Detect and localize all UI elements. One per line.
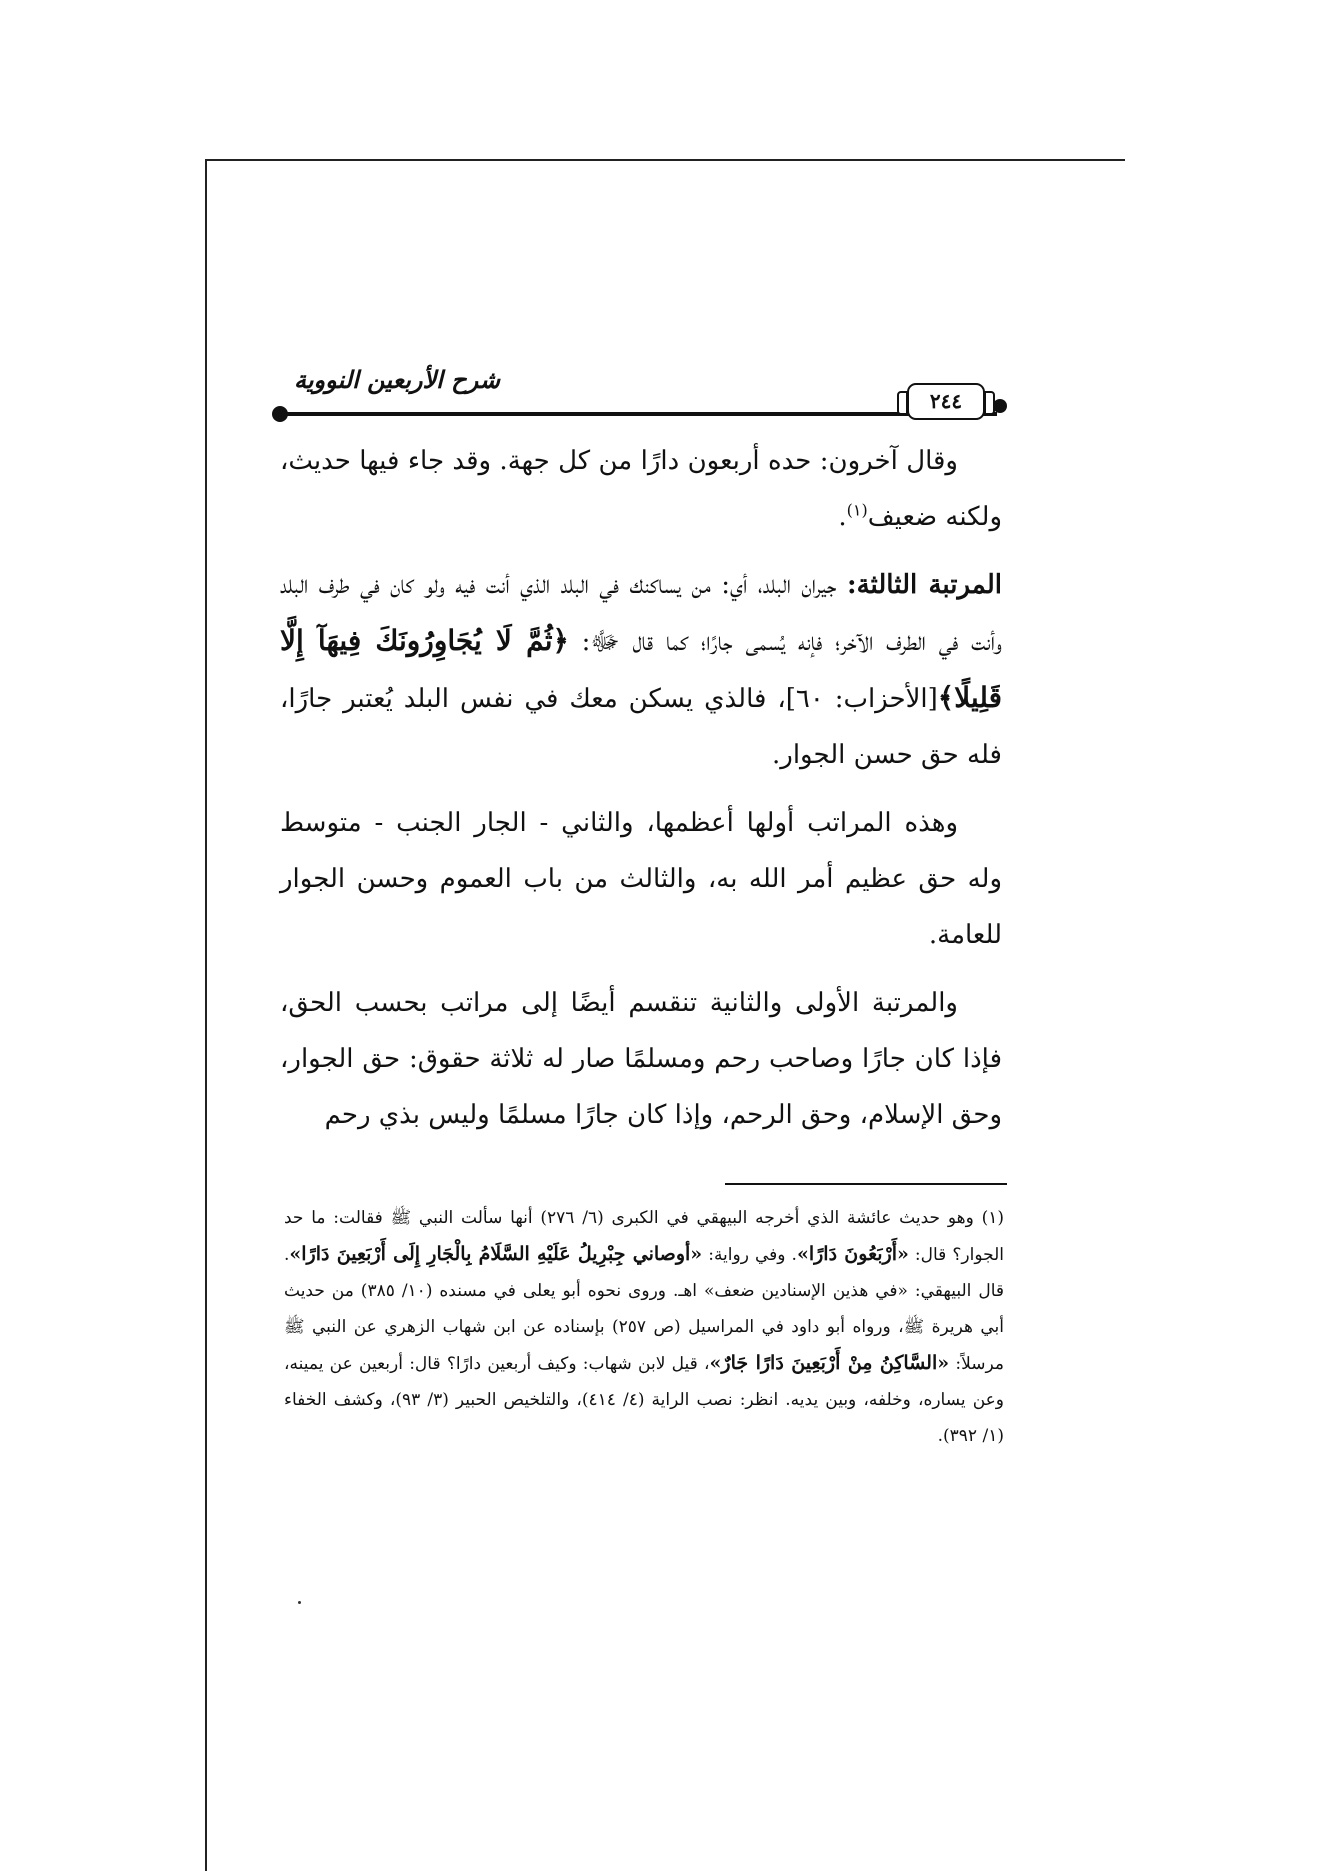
page-number: ٢٤٤ xyxy=(907,383,985,420)
running-header xyxy=(272,365,1007,425)
hadith-quote-3: «السَّاكِنُ مِنْ أَرْبَعِينَ دَارًا جَارٌ» xyxy=(709,1352,950,1374)
paragraph-1-text: وقال آخرون: حده أربعون دارًا من كل جهة. وقد جاء فيها حديث، ولكنه ضعيف xyxy=(280,446,1002,532)
footnote-text-g: ، قيل لابن شهاب: وكيف أربعين دارًا؟ قال: أربعين عن يمينه، وعن يساره، وخلفه، وبين يديه. انظر: نصب الراية (٤/ ٤١٤)، والتلخيص الحبير (٣/ ٩٣)، وكشف الخفاء (١/ ٣٩٢). xyxy=(284,1354,1005,1446)
footnote-text-a: (١) وهو حديث عائشة الذي أخرجه البيهقي في الكبرى (٦/ ٢٧٦) أنها سألت النبي ﷺ فقالت: ما حد الجوار؟ قال: xyxy=(284,1208,1004,1265)
crop-mark-left xyxy=(205,159,207,1871)
footnote-separator xyxy=(725,1183,1007,1185)
footnote-reference: (١) xyxy=(846,500,868,520)
hadith-quote-2: «أوصاني جِبْرِيلُ عَلَيْهِ السَّلَامُ بِالْجَارِ إِلَى أَرْبَعِينَ دَارًا» xyxy=(289,1243,703,1265)
scan-speck xyxy=(298,1601,301,1604)
paragraph-1-end: . xyxy=(838,502,847,532)
paragraph-2-text-a: جيران البلد، أي: من يساكنك في البلد الذي أنت فيه ولو كان في طرف البلد وأنت في الطرف الآخر؛ فإنه يُسمى جارًا؛ كما قال ﷻ: xyxy=(280,570,1003,657)
crop-mark-top xyxy=(205,159,1125,161)
footnote-text-e: . قال البيهقي: «في هذين الإسنادين ضعف» اهـ. وروى نحوه أبو يعلى في مسنده (١٠/ ٣٨٥) من حديث أبي هريرة ﷺ، ورواه أبو داود في المراسيل (ص ٢٥٧) بإسناده عن ابن شهاب الزهري عن النبي ﷺ مرسلاً: xyxy=(284,1245,1005,1374)
book-title: شرح الأربعين النووية xyxy=(294,365,501,394)
paragraph-3: وهذه المراتب أولها أعظمها، والثاني - الجار الجنب - متوسط وله حق عظيم أمر الله به، والثالث من باب العموم وحسن الجوار للعامة. xyxy=(280,808,1002,950)
footnote-text-c: . وفي رواية: xyxy=(702,1245,797,1265)
footnote-1 xyxy=(284,1200,1004,1454)
paragraph-2-lead: المرتبة الثالثة: xyxy=(847,570,1002,600)
main-text xyxy=(280,433,1002,1155)
paragraph-2-text-b: [الأحزاب: ٦٠]، فالذي يسكن معك في نفس البلد يُعتبر جارًا، فله حق حسن الجوار. xyxy=(280,684,1002,770)
paragraph-1 xyxy=(280,433,1002,545)
quran-verse: ﴿ثُمَّ لَا يُجَاوِرُونَكَ فِيهَآ إِلَّا قَلِيلًا﴾ xyxy=(280,624,1003,714)
paragraph-4: والمرتبة الأولى والثانية تنقسم أيضًا إلى مراتب بحسب الحق، فإذا كان جارًا وصاحب رحم ومسلمًا صار له ثلاثة حقوق: حق الجوار، وحق الإسلام، وحق الرحم، وإذا كان جارًا مسلمًا وليس بذي رحم xyxy=(280,988,1002,1130)
header-ornament-dot-right xyxy=(993,399,1007,413)
hadith-quote-1: «أَرْبَعُونَ دَارًا» xyxy=(796,1243,909,1265)
paragraph-2 xyxy=(280,557,1002,783)
header-rule xyxy=(280,412,997,416)
